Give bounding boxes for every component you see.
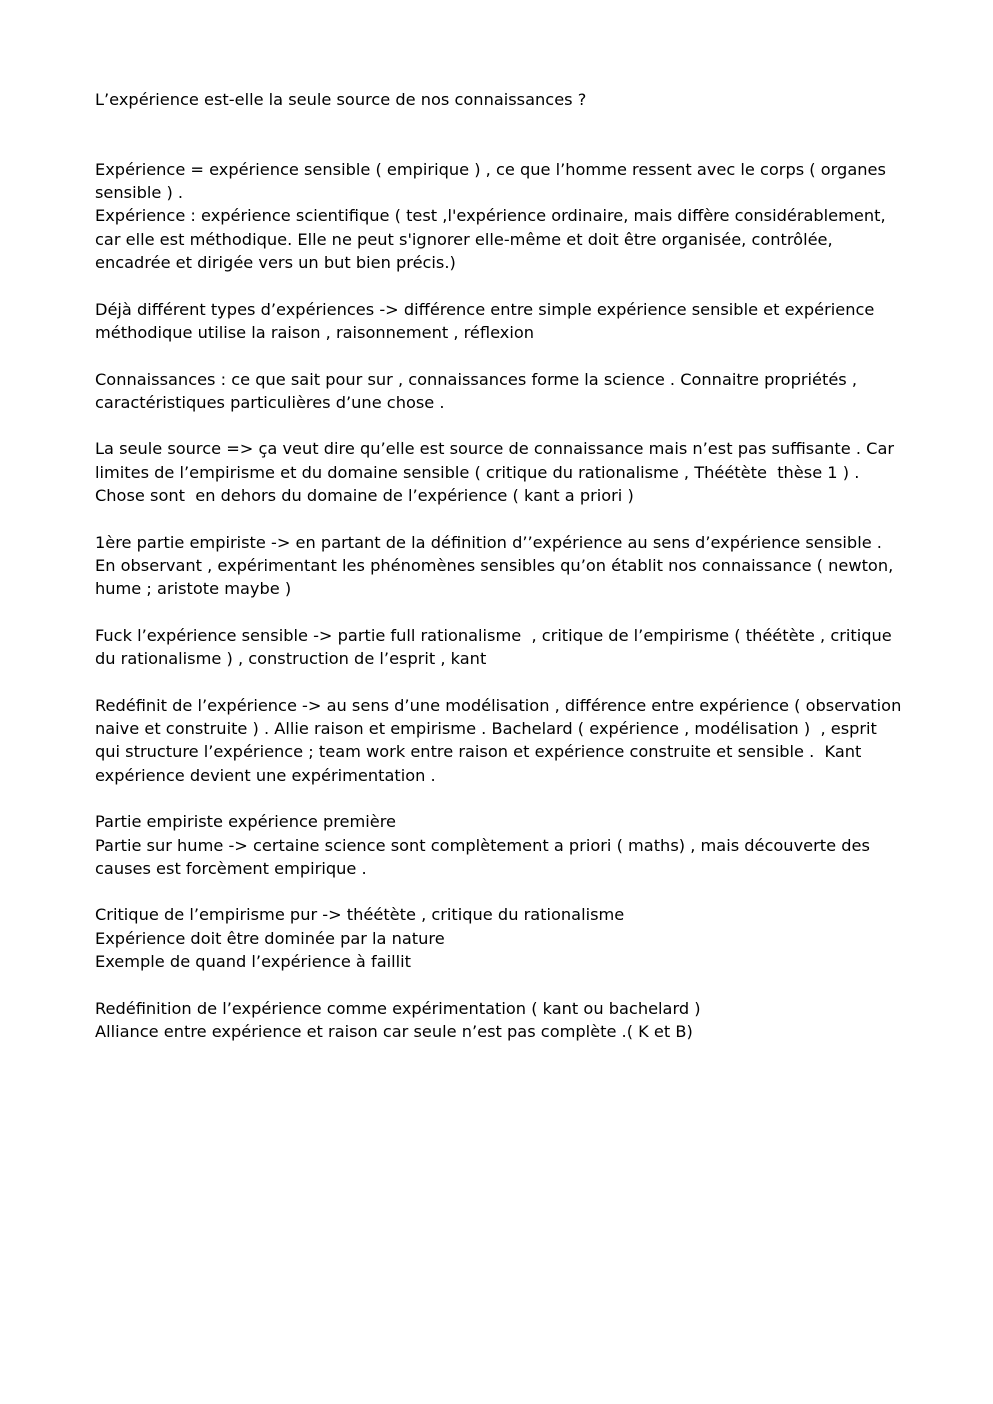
paragraph-redefinition-conclusion-line-2: Alliance entre expérience et raison car seule n’est pas complète .( K et B) [95, 1021, 693, 1041]
paragraph-seule-source: La seule source => ça veut dire qu’elle est source de connaissance mais n’est pas suffisante . Car limites de l’empirisme et du domaine sensible ( critique du rationalisme , Théétète thèse 1 ) . Chose sont en dehors du domaine de l’expérience ( kant a priori ) [95, 439, 900, 506]
paragraph-redefinition-conclusion-line-1: Redéfinition de l’expérience comme expérimentation ( kant ou bachelard ) [95, 998, 701, 1018]
paragraph-spacer [95, 880, 905, 903]
paragraph-partie-rationalisme: Fuck l’expérience sensible -> partie full rationalisme , critique de l’empirisme ( théétète , critique du rationalisme ) , construction de l’esprit , kant [95, 625, 897, 669]
paragraph-connaissances: Connaissances : ce que sait pour sur , connaissances forme la science . Connaitre propriétés , caractéristiques particulières d’une chose . [95, 369, 863, 412]
paragraph-critique-empirisme-line-3: Exemple de quand l’expérience à faillit [95, 951, 411, 971]
paragraph-spacer [95, 274, 905, 297]
paragraph-critique-empirisme-line-1: Critique de l’empirisme pur -> théétète , critique du rationalisme [95, 905, 625, 925]
paragraph-spacer [95, 507, 905, 530]
paragraph-spacer [95, 973, 905, 996]
paragraph-critique-empirisme-line-2: Expérience doit être dominée par la nature [95, 928, 445, 948]
paragraph-types-experiences: Déjà différent types d’expériences -> différence entre simple expérience sensible et expérience méthodique utilise la raison , raisonnement , réflexion [95, 299, 880, 342]
paragraph-spacer [95, 111, 905, 158]
document-title-line: L’expérience est-elle la seule source de nos connaissances ? [95, 90, 587, 109]
paragraph-plan-empiriste-line-2: Partie sur hume -> certaine science sont complètement a priori ( maths) , mais découverte des causes est forcèment empirique . [95, 835, 876, 878]
paragraph-spacer [95, 414, 905, 437]
paragraph-spacer [95, 344, 905, 367]
paragraph-definition-experience-line-1: Expérience = expérience sensible ( empirique ) , ce que l’homme ressent avec le corps ( organes sensible ) . [95, 159, 892, 203]
paragraph-spacer [95, 670, 905, 693]
paragraph-definition-experience-line-2: Expérience : expérience scientifique ( test ,l'expérience ordinaire, mais diffère considérablement, car elle est méthodique. Elle ne peut s'ignorer elle-même et doit être organisée, contrôlée, encadrée et dirigée vers un but bien précis.) [95, 206, 891, 273]
paragraph-spacer [95, 787, 905, 810]
paragraph-redefinit-experience: Redéfinit de l’expérience -> au sens d’une modélisation , différence entre expérience ( observation naive et construite ) . Allie raison et empirisme . Bachelard ( expérience , modélisation ) , esprit qui structure l’expérience ; team work entre raison et expérience construite et sensible . Kant expérience devient une expérimentation . [95, 695, 907, 785]
paragraph-spacer [95, 601, 905, 624]
document-text-body [95, 88, 905, 1043]
paragraph-plan-empiriste-line-1: Partie empiriste expérience première [95, 812, 396, 832]
paragraph-partie-empiriste: 1ère partie empiriste -> en partant de la définition d’’expérience au sens d’expérience sensible . En observant , expérimentant les phénomènes sensibles qu’on établit nos connaissance ( newton, hume ; aristote maybe ) [95, 532, 899, 599]
